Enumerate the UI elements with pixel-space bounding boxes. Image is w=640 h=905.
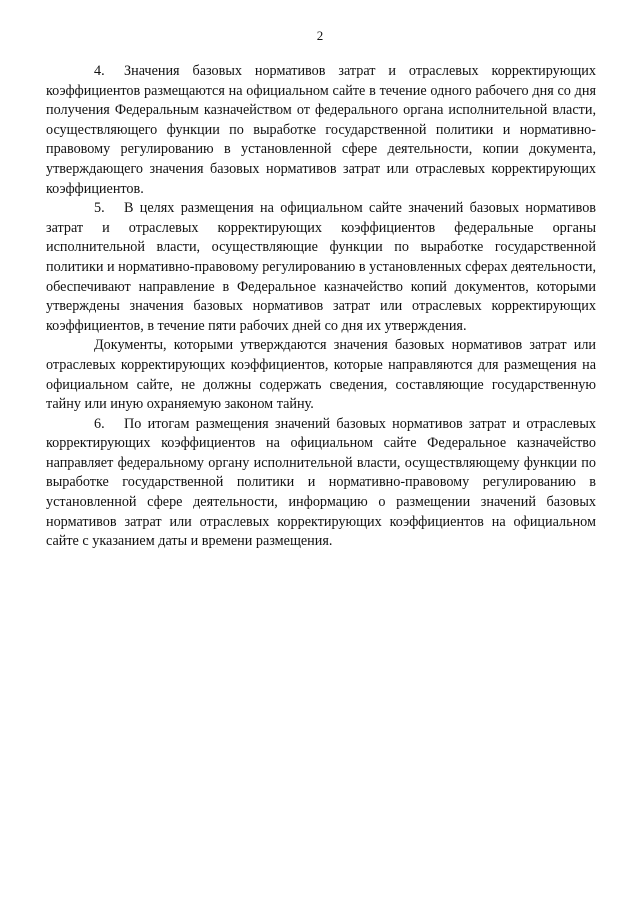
paragraph-number: 6. [94, 415, 105, 432]
paragraph-6 [46, 415, 596, 552]
paragraph-text: По итогам размещения значений базовых нормативов затрат и отраслевых корректирующих коэффициентов на официальном сайте Федеральное казначейство направляет федеральному органу исполнительной власти, осуществляющему функции по выработке государственной политики и нормативно-правовому регулированию в установленной сфере деятельности, информацию о размещении значений базовых нормативов затрат или отраслевых корректирующих коэффициентов на официальном сайте с указанием даты и времени размещения. [46, 415, 596, 550]
paragraph-text: Документы, которыми утверждаются значения базовых нормативов затрат или отраслевых корректирующих коэффициентов, которые направляются для размещения на официальном сайте, не должны содержать сведения, составляющие государственную тайну или иную охраняемую законом тайну. [46, 337, 596, 413]
paragraph-number: 4. [94, 63, 105, 79]
paragraph-text: Значения базовых нормативов затрат и отраслевых корректирующих коэффициентов размещаются на официальном сайте в течение одного рабочего дня со дня получения Федеральным казначейством от федерального органа исполнительной власти, осуществляющего функции по выработке государственной политики и нормативно-правовому регулированию в установленной сфере деятельности, копии документа, утверждающего значения базовых нормативов затрат или отраслевых корректирующих коэффициентов. [46, 63, 596, 197]
paragraph-number: 5. [94, 200, 105, 217]
paragraph-text: В целях размещения на официальном сайте значений базовых нормативов затрат и отраслевых корректирующих коэффициентов федеральные органы исполнительной власти, осуществляющие функции по выработке государственной политики и нормативно-правовому регулированию в установленных сферах деятельности, обеспечивают направление в Федеральное казначейство копий документов, которыми утверждены значения базовых нормативов затрат или отраслевых корректирующих коэффициентов, в течение пяти рабочих дней со дня их утверждения. [46, 200, 596, 334]
paragraph-4 [46, 62, 596, 199]
paragraph-5 [46, 199, 596, 336]
document-body [46, 62, 596, 552]
page-number: 2 [316, 28, 324, 43]
paragraph-5-continuation [46, 336, 596, 414]
